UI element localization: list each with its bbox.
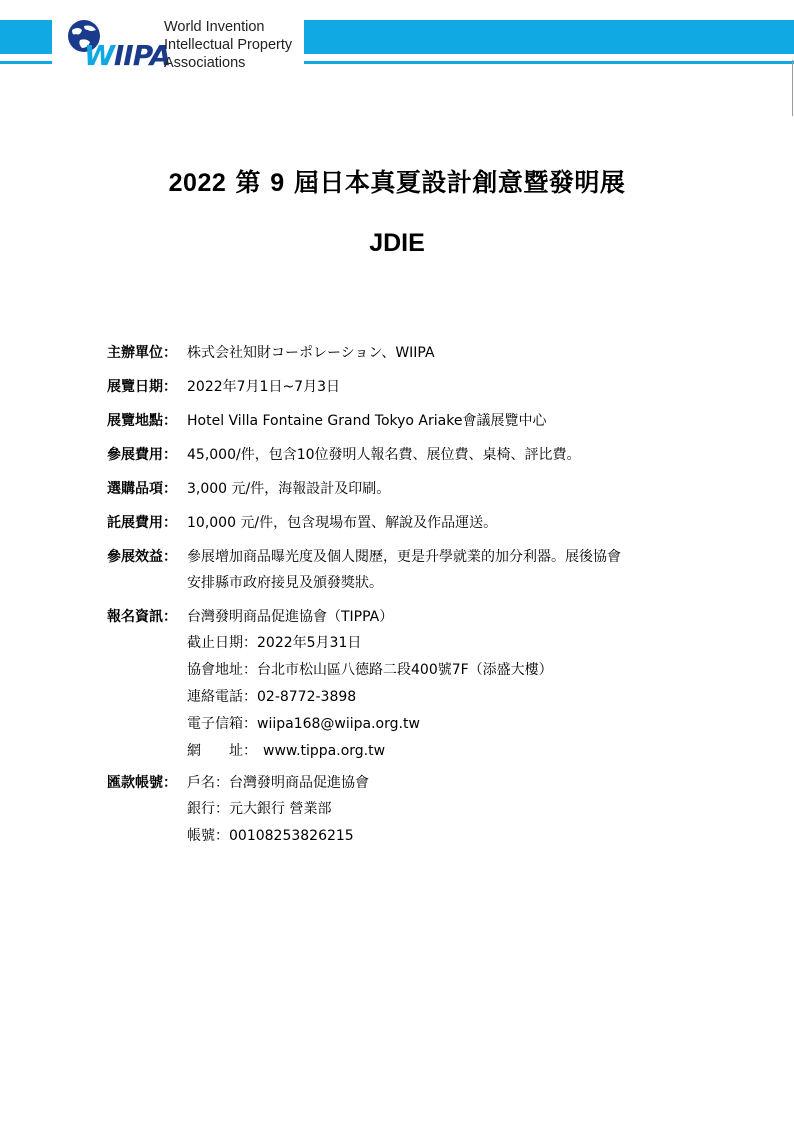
title-part: 屆日本真夏設計創意暨發明展	[293, 168, 626, 197]
contact-address: 協會地址：台北市松山區八德路二段400號7F（添盛大樓）	[187, 662, 553, 678]
page-edge-rule	[792, 60, 793, 116]
header-band-line	[304, 61, 794, 64]
wiipa-logo	[62, 16, 310, 72]
header-band-fill	[304, 20, 794, 54]
row-label: 託展費用：	[107, 515, 177, 531]
title-year: 2022	[168, 169, 227, 197]
contact-email: 電子信箱：wiipa168@wiipa.org.tw	[187, 716, 420, 732]
row-label: 報名資訊：	[107, 609, 177, 625]
row-label: 參展費用：	[107, 447, 177, 463]
page-title	[0, 166, 794, 200]
row-value: 安排縣市政府接見及頒發獎狀。	[187, 575, 383, 591]
header-band-left	[0, 20, 52, 58]
logo-line: Associations	[164, 55, 246, 71]
row-value: Hotel Villa Fontaine Grand Tokyo Ariake會議展覽中心	[187, 413, 547, 429]
row-label: 參展效益：	[107, 549, 177, 565]
logo-org-name	[164, 18, 292, 72]
remit-name: 戶名：台灣發明商品促進協會	[187, 775, 369, 791]
row-label: 匯款帳號：	[107, 775, 177, 791]
website-link[interactable]: www.tippa.org.tw	[263, 743, 386, 759]
logo-wordmark: WIIPA	[84, 39, 171, 72]
logo-line: World Invention	[164, 19, 265, 35]
row-label: 選購品項：	[107, 481, 177, 497]
header-band-line	[0, 61, 52, 64]
title-number: 9	[270, 169, 285, 197]
logo-line: Intellectual Property	[164, 37, 293, 53]
contact-org: 台灣發明商品促進協會（TIPPA）	[187, 609, 394, 625]
page-subtitle: JDIE	[369, 229, 425, 257]
contact-deadline: 截止日期：2022年5月31日	[187, 635, 362, 651]
row-value: 3,000 元/件，海報設計及印刷。	[187, 481, 391, 497]
row-value: 株式会社知財コーポレーション、WIIPA	[187, 345, 435, 361]
website-label: 網 址：	[187, 743, 257, 759]
row-label: 主辦單位：	[107, 345, 177, 361]
row-value: 參展增加商品曝光度及個人閱歷，更是升學就業的加分利器。展後協會	[187, 549, 621, 565]
title-part: 第	[235, 168, 261, 197]
header-band-right	[304, 20, 794, 58]
row-label: 展覽日期：	[107, 379, 177, 395]
header-band-fill	[0, 20, 52, 54]
remit-account: 帳號：00108253826215	[187, 828, 354, 844]
row-label: 展覽地點：	[107, 413, 177, 429]
contact-phone: 連絡電話：02-8772-3898	[187, 689, 357, 705]
contact-website	[187, 740, 385, 760]
row-value: 45,000/件，包含10位發明人報名費、展位費、桌椅、評比費。	[187, 447, 581, 463]
row-value: 10,000 元/件，包含現場布置、解說及作品運送。	[187, 515, 498, 531]
remit-bank: 銀行：元大銀行 營業部	[187, 801, 332, 817]
row-value: 2022年7月1日~7月3日	[187, 379, 340, 395]
